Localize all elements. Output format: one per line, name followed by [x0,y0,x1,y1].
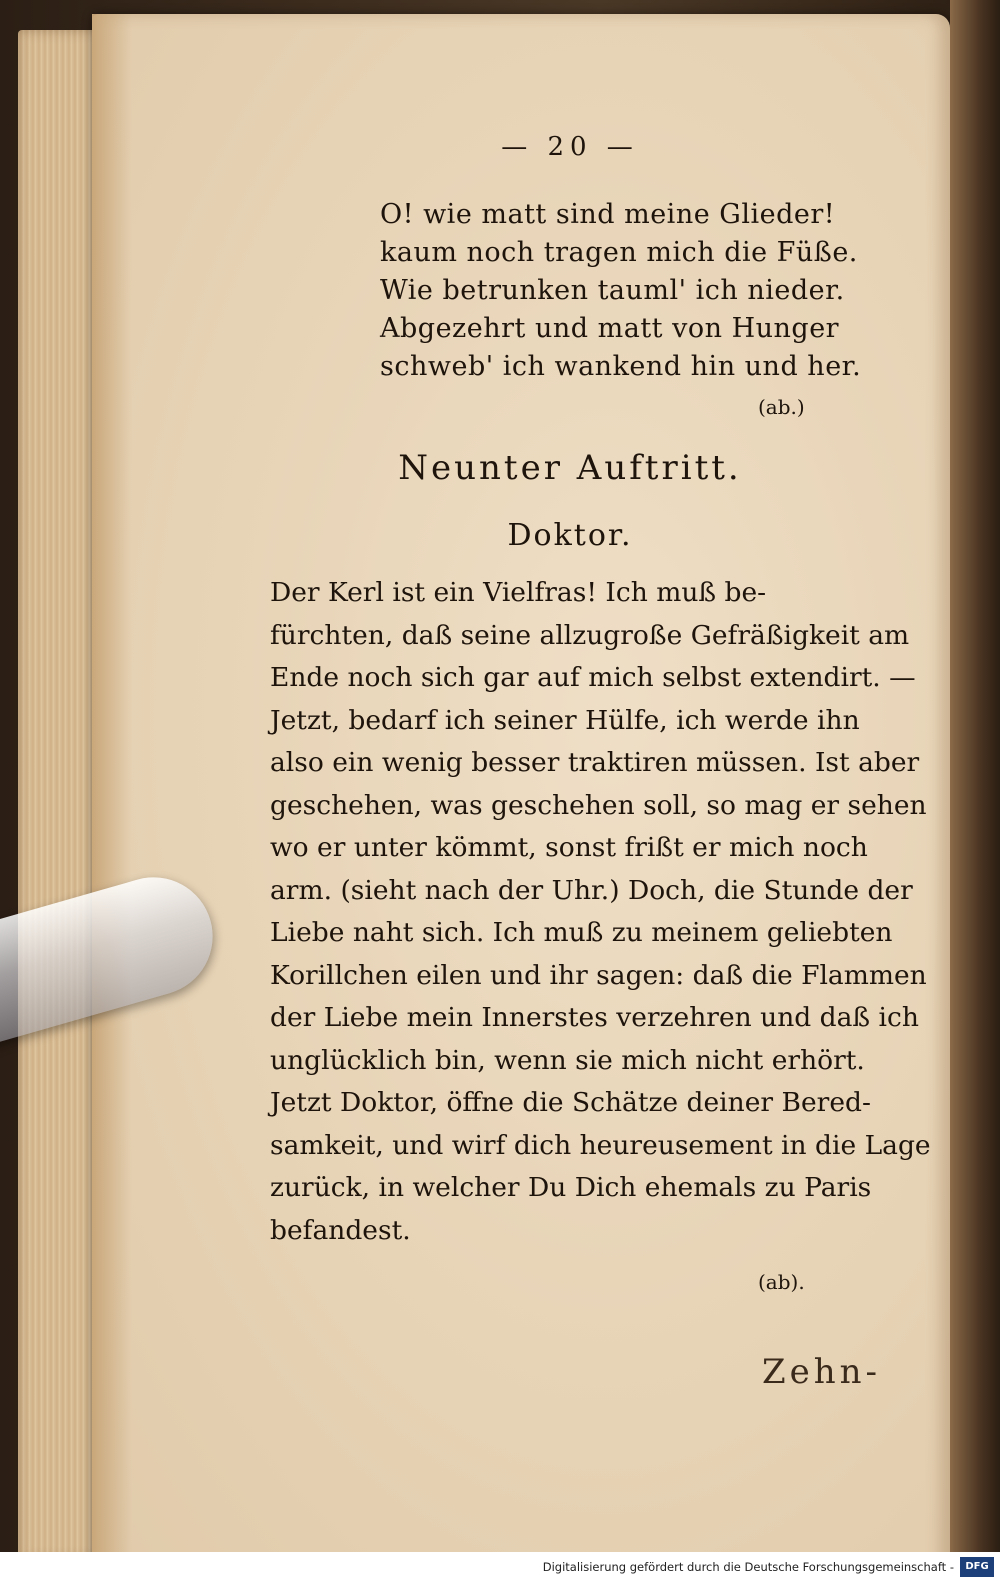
prose-line: fürchten, daß seine allzugroße Gefräßigkeit am [270,619,910,651]
verse-line: schweb' ich wankend hin und her. [380,351,862,382]
verse-line: O! wie matt sind meine Glieder! [380,199,836,230]
prose-line: Der Kerl ist ein Vielfras! Ich muß be- [270,577,767,608]
prose-line: Jetzt Doktor, öffne die Schätze deiner Bered- [270,1087,871,1118]
right-edge-shadow [950,0,1000,1584]
prose-line: unglücklich bin, wenn sie mich nicht erhört. [270,1044,865,1076]
prose-line: der Liebe mein Innerstes verzehren und daß ich [270,1002,919,1033]
prose-line: zurück, in welcher Du Dich ehemals zu Paris [270,1172,872,1203]
prose-line: also ein wenig besser traktiren müssen. Ist aber [270,747,920,778]
catchword: Zehn- [762,1352,882,1392]
prose-line: wo er unter kömmt, sonst frißt er mich noch [270,832,868,863]
scene-heading: Neunter Auftritt. [398,448,742,488]
prose-line: Jetzt, bedarf ich seiner Hülfe, ich werde ihn [270,704,860,736]
prose-line: Ende noch sich gar auf mich selbst extendirt. — [270,662,916,693]
page-gutter [92,14,132,1574]
prose-line: samkeit, und wirf dich heureusement in die Lage [270,1129,931,1161]
speech-block [270,572,931,1252]
stage-direction-exit-2: (ab). [758,1270,805,1294]
prose-line: arm. (sieht nach der Uhr.) Doch, die Stunde der [270,874,913,906]
footer-credit: Digitalisierung gefördert durch die Deutsche Forschungsgemeinschaft - [542,1560,954,1574]
prose-line: Korillchen eilen und ihr sagen: daß die Flammen [270,959,927,991]
verse-block [380,196,862,386]
prose-line: Liebe naht sich. Ich muß zu meinem geliebten [270,917,893,948]
prose-line: befandest. [270,1214,411,1246]
verse-line: kaum noch tragen mich die Füße. [380,237,858,268]
verse-line: Wie betrunken tauml' ich nieder. [380,275,845,306]
stage-direction-exit: (ab.) [758,395,805,419]
page-number: — 20 — [501,132,639,162]
dfg-logo: DFG [960,1557,994,1577]
verse-line: Abgezehrt und matt von Hunger [380,313,840,344]
speaker-name: Doktor. [507,518,633,553]
prose-line: geschehen, was geschehen soll, so mag er sehen [270,789,927,821]
